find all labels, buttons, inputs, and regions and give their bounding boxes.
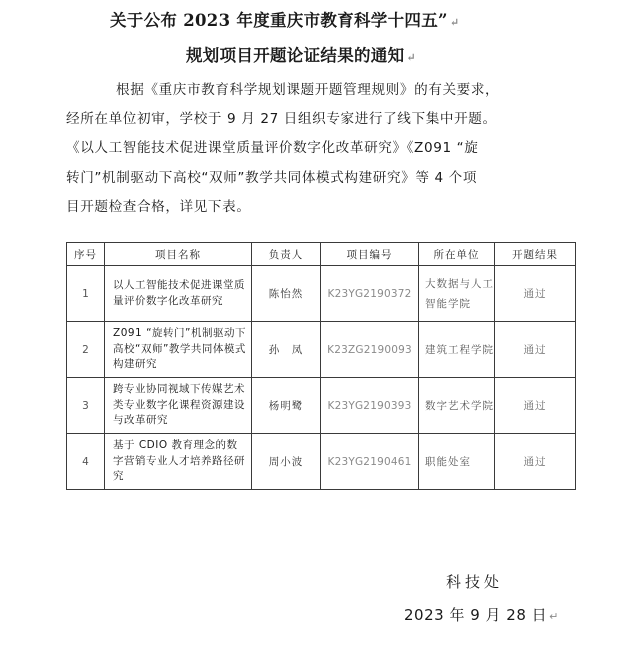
- body-paragraph: [66, 76, 586, 222]
- cell-no: 1: [67, 266, 105, 322]
- results-table: [66, 242, 576, 490]
- cell-code: K23YG2190461: [321, 434, 419, 490]
- cell-leader: 陈怡然: [252, 266, 321, 322]
- cell-unit: 大数据与人工智能学院: [419, 266, 495, 322]
- cell-leader: 杨明鹭: [252, 378, 321, 434]
- cell-name: 以人工智能技术促进课堂质量评价数字化改革研究: [105, 266, 252, 322]
- col-header-leader: 负责人: [252, 243, 321, 266]
- cell-name: Z091 “旋转门”机制驱动下高校“双师”教学共同体模式构建研究: [105, 322, 252, 378]
- table-row: [67, 322, 576, 378]
- col-header-name: 项目名称: [105, 243, 252, 266]
- signature-department: 科技处: [446, 573, 504, 591]
- paragraph-line: 转门”机制驱动下高校“双师”教学共同体模式构建研究》等 4 个项: [66, 169, 478, 186]
- table-row: [67, 434, 576, 490]
- table-row: [67, 378, 576, 434]
- table-row: [67, 266, 576, 322]
- cell-code: K23ZG2190093: [321, 322, 419, 378]
- cell-code: K23YG2190372: [321, 266, 419, 322]
- cell-unit: 职能处室: [419, 434, 495, 490]
- paragraph-mark-icon: ↵: [449, 16, 460, 29]
- cell-unit: 建筑工程学院: [419, 322, 495, 378]
- paragraph-mark-icon: ↵: [549, 610, 559, 623]
- col-header-unit: 所在单位: [419, 243, 495, 266]
- cell-code: K23YG2190393: [321, 378, 419, 434]
- signature-date: 2023 年 9 月 28 日: [404, 606, 548, 624]
- paragraph-line: 根据《重庆市教育科学规划课题开题管理规则》的有关要求，: [116, 82, 500, 98]
- col-header-result: 开题结果: [495, 243, 576, 266]
- col-header-no: 序号: [67, 243, 105, 266]
- col-header-code: 项目编号: [321, 243, 419, 266]
- cell-leader: 周小波: [252, 434, 321, 490]
- cell-no: 3: [67, 378, 105, 434]
- cell-name: 跨专业协同视域下传媒艺术类专业数字化课程资源建设与改革研究: [105, 378, 252, 434]
- paragraph-line: 《以人工智能技术促进课堂质量评价数字化改革研究》《Z091 “旋: [66, 140, 479, 157]
- cell-no: 4: [67, 434, 105, 490]
- table-header-row: [67, 243, 576, 266]
- cell-unit: 数字艺术学院: [419, 378, 495, 434]
- cell-no: 2: [67, 322, 105, 378]
- cell-result: 通过: [495, 378, 576, 434]
- paragraph-mark-icon: ↵: [406, 51, 416, 64]
- cell-result: 通过: [495, 322, 576, 378]
- paragraph-line: 经所在单位初审，学校于 9 月 27 日组织专家进行了线下集中开题。: [66, 111, 497, 128]
- cell-result: 通过: [495, 266, 576, 322]
- cell-leader: 孙 凤: [252, 322, 321, 378]
- cell-result: 通过: [495, 434, 576, 490]
- title-line-2: 规划项目开题论证结果的通知: [186, 46, 405, 65]
- paragraph-line: 目开题检查合格，详见下表。: [66, 198, 251, 215]
- title-line-1: 关于公布 2023 年度重庆市教育科学十四五”: [110, 11, 448, 30]
- cell-name: 基于 CDIO 教育理念的数字营销专业人才培养路径研究: [105, 434, 252, 490]
